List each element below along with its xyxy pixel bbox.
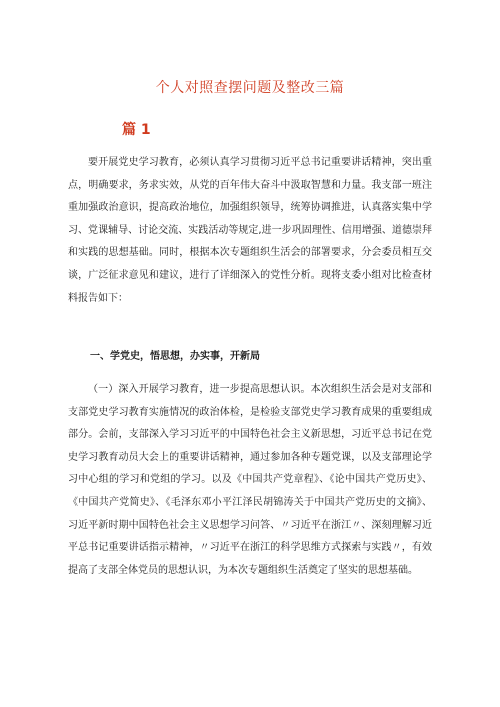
intro-paragraph: 要开展党史学习教育，必须认真学习贯彻习近平总书记重要讲话精神，突出重点，明确要求，务求实效，从党的百年伟大奋斗中汲取智慧和力量。我支部一班注重加强政治意识，提高政治地位，加强组织领导，统筹协调推进，认真落实集中学习、党课辅导、讨论交流、实践活动等规定,进一步巩固理性、信用增强、道德崇拜和实践的思想基础。同时，根据本次专题组织生活会的部署要求，分会委员相互交谈，广泛征求意见和建议，进行了详细深入的党性分析。现将支委小组对比检查材料报告如下： <box>68 157 432 304</box>
body-paragraph: （一）深入开展学习教育，进一步提高思想认识。本次组织生活会是对支部和支部党史学习教育实施情况的政治体检，是检验支部党史学习教育成果的重要组成部分。会前，支部深入学习习近平的中国特色社会主义新思想，习近平总书记在党史学习教育动员大会上的重要讲话精神，通过参加各种专题党课，以及支部理论学习中心组的学习和党组的学习。以及《中国共产党章程》、《论中国共产党历史》、《中国共产党简史》、《毛泽东邓小平江泽民胡锦涛关于中国共产党历史的文摘》、习近平新时期中国特色社会主义思想学习问答、〃习近平在浙江〃、深刻理解习近平总书记重要讲话指示精神，〃习近平在浙江的科学思维方式探索与实践〃，有效提高了支部全体党员的思想认识，为本次专题组织生活奠定了坚实的思想基础。 <box>68 384 432 576</box>
section-label: 篇 1 <box>122 122 151 138</box>
document-title: 个人对照查摆问题及整改三篇 <box>155 80 345 96</box>
section-heading: 一、学党史，悟思想，办实事，开新局 <box>90 351 260 362</box>
